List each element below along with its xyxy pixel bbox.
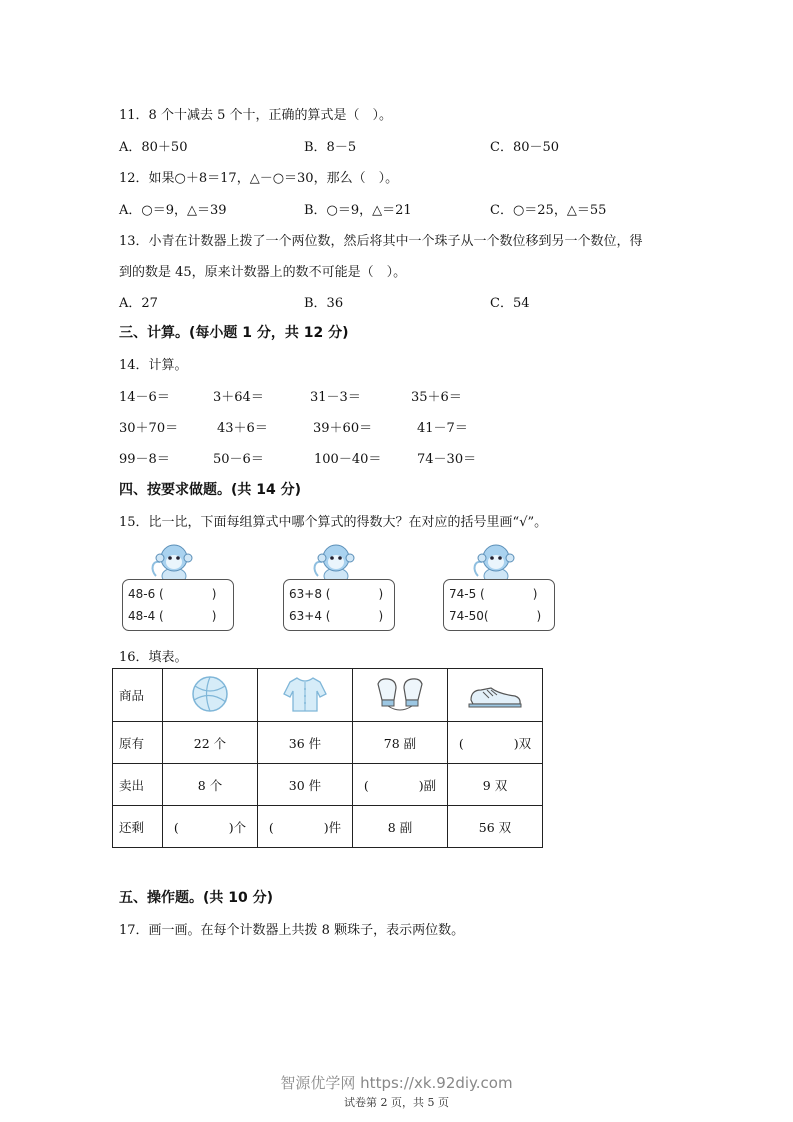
table-cell: 56 双: [448, 806, 543, 848]
compare-line[interactable]: 74-50( ): [449, 609, 542, 623]
q16-stem: 16．填表。: [119, 650, 188, 665]
table-cell: 30 件: [258, 764, 353, 806]
table-cell: 8 副: [353, 806, 448, 848]
calc-item: 43＋6＝: [217, 421, 268, 436]
item-cell: [258, 669, 353, 722]
item-cell: [163, 669, 258, 722]
table-cell-blank[interactable]: ( )副: [353, 764, 448, 806]
monkey-icon: [310, 540, 362, 584]
calc-item: 14－6＝: [119, 390, 170, 405]
q13-stem-line1: 13．小青在计数器上拨了一个两位数，然后将其中一个珠子从一个数位移到另一个数位，得: [119, 234, 643, 249]
table-row: [113, 722, 543, 764]
row-label: 商品: [113, 669, 163, 722]
q11-option-a: A．80＋50: [119, 140, 188, 155]
row-label: 卖出: [113, 764, 163, 806]
page-number: 试卷第 2 页，共 5 页: [344, 1096, 449, 1109]
q15-stem: 15．比一比，下面每组算式中哪个算式的得数大？在对应的括号里画“√”。: [119, 515, 548, 530]
ball-icon: [185, 674, 235, 714]
calc-item: 41－7＝: [417, 421, 468, 436]
q13-option-b: B．36: [304, 296, 344, 311]
table-cell-blank[interactable]: ( )个: [163, 806, 258, 848]
compare-line[interactable]: 48-6 ( ): [128, 587, 217, 601]
table-cell: 9 双: [448, 764, 543, 806]
q14-stem: 14．计算。: [119, 358, 188, 373]
table-cell-blank[interactable]: ( )件: [258, 806, 353, 848]
watermark: 智源优学网 https://xk.92diy.com: [280, 1074, 513, 1092]
section3-title: 三、计算。(每小题 1 分，共 12 分): [119, 325, 349, 341]
q13-option-a: A．27: [119, 296, 158, 311]
inventory-table: [112, 668, 543, 848]
table-cell-blank[interactable]: ( )双: [448, 722, 543, 764]
calc-item: 35＋6＝: [411, 390, 462, 405]
table-cell: 78 副: [353, 722, 448, 764]
gloves-icon: [372, 674, 428, 714]
table-cell: 22 个: [163, 722, 258, 764]
q11-option-b: B．8－5: [304, 140, 357, 155]
section4-title: 四、按要求做题。(共 14 分): [119, 482, 302, 498]
compare-line[interactable]: 74-5 ( ): [449, 587, 538, 601]
q12-option-c: C．○＝25，△＝55: [490, 203, 607, 218]
q11-stem: 11．8 个十减去 5 个十，正确的算式是（ ）。: [119, 108, 392, 123]
section5-title: 五、操作题。(共 10 分): [119, 890, 274, 906]
row-label: 原有: [113, 722, 163, 764]
monkey-icon: [470, 540, 522, 584]
calc-item: 99－8＝: [119, 452, 170, 467]
calc-item: 39＋60＝: [313, 421, 373, 436]
calc-item: 30＋70＝: [119, 421, 179, 436]
shoes-icon: [465, 674, 525, 714]
row-label: 还剩: [113, 806, 163, 848]
table-cell: 36 件: [258, 722, 353, 764]
item-cell: [353, 669, 448, 722]
q12-option-a: A．○＝9，△＝39: [119, 203, 227, 218]
table-row: [113, 764, 543, 806]
q12-stem: 12．如果○＋8＝17，△－○＝30，那么（ ）。: [119, 171, 399, 186]
table-cell: 8 个: [163, 764, 258, 806]
compare-line[interactable]: 63+8 ( ): [289, 587, 384, 601]
compare-group-3: [443, 579, 555, 631]
calc-item: 3＋64＝: [213, 390, 264, 405]
item-cell: [448, 669, 543, 722]
monkey-icon: [148, 540, 200, 584]
calc-item: 74－30＝: [417, 452, 477, 467]
calc-item: 50－6＝: [213, 452, 264, 467]
table-row: [113, 669, 543, 722]
q13-stem-line2: 到的数是 45，原来计数器上的数不可能是（ ）。: [119, 265, 407, 280]
calc-item: 31－3＝: [310, 390, 361, 405]
table-row: [113, 806, 543, 848]
q11-option-c: C．80－50: [490, 140, 560, 155]
q17-stem: 17．画一画。在每个计数器上共拨 8 颗珠子，表示两位数。: [119, 923, 465, 938]
calc-item: 100－40＝: [314, 452, 382, 467]
q13-option-c: C．54: [490, 296, 530, 311]
compare-group-2: [283, 579, 395, 631]
compare-line[interactable]: 48-4 ( ): [128, 609, 217, 623]
shirt-icon: [280, 674, 330, 714]
compare-line[interactable]: 63+4 ( ): [289, 609, 384, 623]
q12-option-b: B．○＝9，△＝21: [304, 203, 412, 218]
compare-group-1: [122, 579, 234, 631]
